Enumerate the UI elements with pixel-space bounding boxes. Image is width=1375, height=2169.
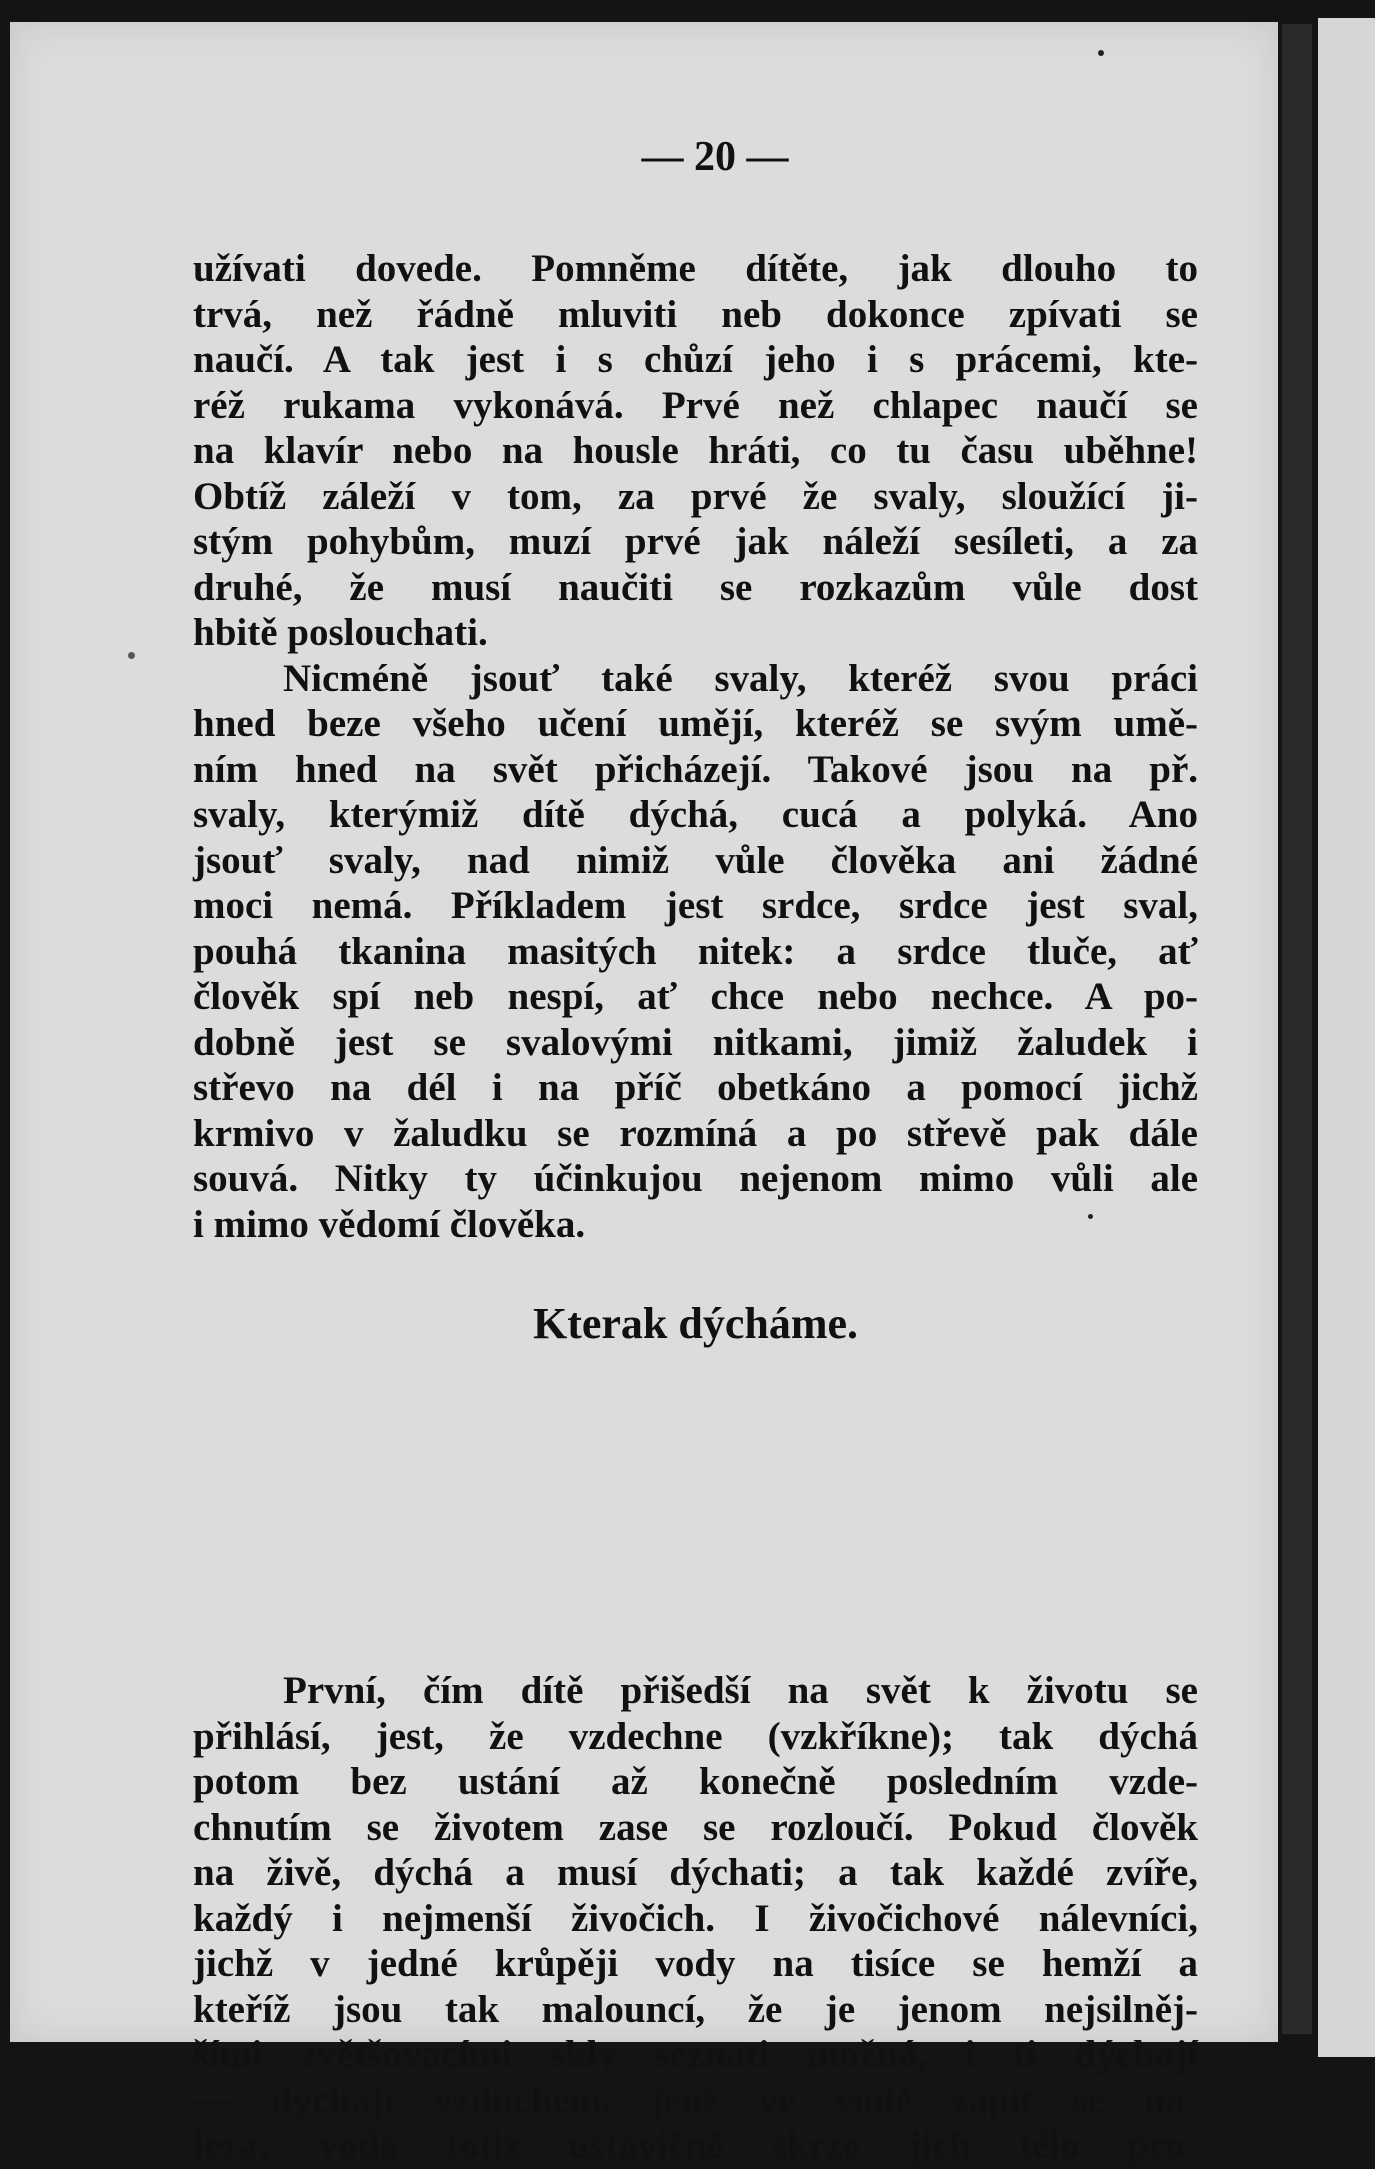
paper-speck	[1098, 50, 1104, 56]
text-line: jsouť svaly, nad nimiž vůle člověka ani žádné	[193, 838, 1198, 882]
body-text-block-upper	[193, 246, 1198, 1247]
paragraph-1	[193, 246, 1198, 656]
text-line: svaly, kterýmiž dítě dýchá, cucá a polyká. Ano	[193, 793, 1198, 836]
adjacent-page-strip	[1318, 18, 1375, 2057]
text-line: člověk spí neb nespí, ať chce nebo nechce. A po-	[193, 975, 1198, 1018]
text-line: každý i nejmenší živočich. I živočichové nálevníci,	[193, 1896, 1198, 1940]
text-line: První, čím dítě přišedší na svět k životu se	[283, 1669, 1198, 1712]
text-line: přihlásí, jest, že vzdechne (vzkříkne); tak dýchá	[193, 1714, 1198, 1758]
text-line: i mimo vědomí člověka.	[193, 1202, 586, 1246]
page-edge-shadow	[1282, 24, 1312, 2034]
text-line: hned beze všeho učení umějí, kteréž se svým umě-	[193, 702, 1198, 745]
text-line: na živě, dýchá a musí dýchati; a tak každé zvíře,	[193, 1851, 1198, 1894]
text-line: kteříž jsou tak malouncí, že je jenom nejsilněj-	[193, 1987, 1198, 2031]
text-line: lézá; voda totiž ustavičně skrze jich tělo pro-	[193, 2124, 1198, 2167]
text-line: chnutím se životem zase se rozloučí. Pokud člověk	[193, 1805, 1198, 1849]
text-line: ním hned na svět přicházejí. Takové jsou na př.	[193, 747, 1198, 791]
text-line: moci nemá. Příkladem jest srdce, srdce jest sval,	[193, 884, 1198, 927]
text-line: trvá, než řádně mluviti neb dokonce zpívati se	[193, 292, 1198, 336]
text-line: naučí. A tak jest i s chůzí jeho i s prácemi, kte-	[193, 338, 1198, 381]
text-line: Nicméně jsouť také svaly, kteréž svou práci	[283, 656, 1198, 700]
text-line: pouhá tkanina masitých nitek: a srdce tluče, ať	[193, 929, 1198, 973]
paragraph-3	[193, 1668, 1198, 2169]
text-line: střevo na dél i na příč obetkáno a pomocí jichž	[193, 1066, 1198, 1109]
text-line: — dýchají vzduchem, jenž ve vodě zapit se na-	[193, 2078, 1198, 2122]
section-heading: Kterak dýcháme.	[532, 1299, 859, 1348]
text-line: hbitě poslouchati.	[193, 611, 488, 654]
text-line: réž rukama vykonává. Prvé než chlapec naučí se	[193, 383, 1198, 427]
text-line: jichž v jedné krůpěji vody na tisíce se hemží a	[193, 1942, 1198, 1985]
text-line: Obtíž záleží v tom, za prvé že svaly, sloužící ji-	[193, 474, 1198, 518]
text-line: druhé, že musí naučiti se rozkazům vůle dost	[193, 565, 1198, 609]
text-line: na klavír nebo na housle hráti, co tu času uběhne!	[193, 429, 1198, 472]
text-line: užívati dovede. Pomněme dítěte, jak dlouho to	[193, 247, 1198, 290]
text-line: potom bez ustání až konečně posledním vzde-	[193, 1760, 1198, 1803]
text-line: stým pohybům, muzí prvé jak náleží sesíleti, a za	[193, 520, 1198, 563]
paper-speck	[128, 652, 135, 659]
body-text-block-lower	[193, 1668, 1198, 2169]
text-line: dobně jest se svalovými nitkami, jimiž žaludek i	[193, 1020, 1198, 1064]
text-line: souvá. Nitky ty účinkujou nejenom mimo vůli ale	[193, 1157, 1198, 1200]
paragraph-2	[193, 656, 1198, 1248]
text-line: šími zvětšovacími skly seznati možná, i ti dýchají	[193, 2033, 1198, 2076]
page-number: — 20 —	[641, 134, 789, 180]
text-line: krmivo v žaludku se rozmíná a po střevě pak dále	[193, 1111, 1198, 1155]
